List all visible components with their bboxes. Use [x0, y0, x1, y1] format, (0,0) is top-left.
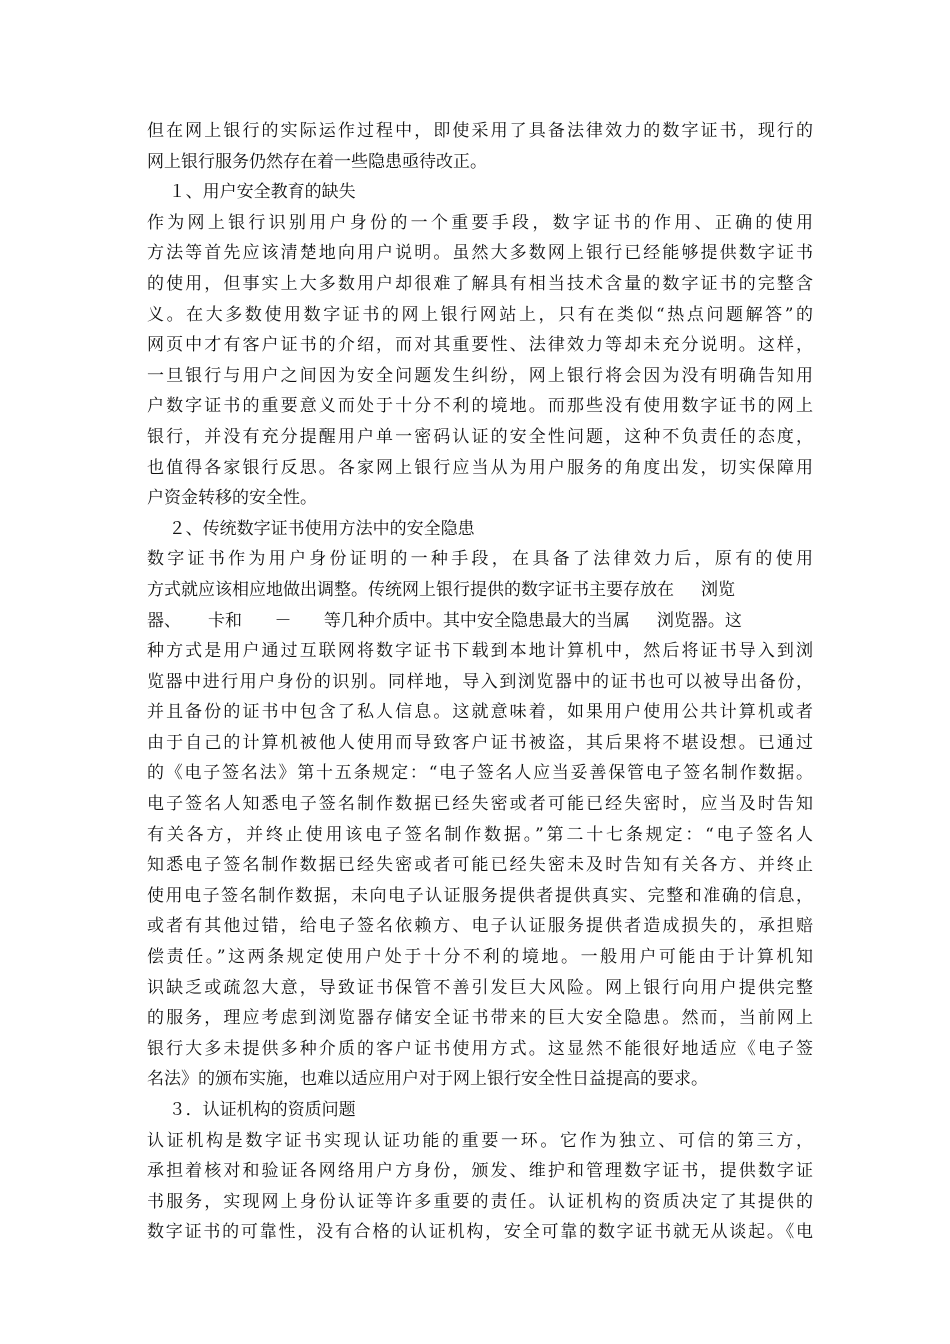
text-line: 或者有其他过错，给电子签名依赖方、电子认证服务提供者造成损失的，承担赔 [147, 916, 813, 937]
text-line: 由于自己的计算机被他人使用而导致客户证书被盗，其后果将不堪设想。已通过 [147, 732, 813, 753]
text-line: 网页中才有客户证书的介绍，而对其重要性、法律效力等却未充分说明。这样， [147, 335, 813, 356]
text-line: 识缺乏或疏忽大意，导致证书保管不善引发巨大风险。网上银行向用户提供完整 [147, 977, 813, 998]
text-line: 银行大多未提供多种介质的客户证书使用方式。这显然不能很好地适应《电子签 [147, 1038, 813, 1059]
text-line: 使用电子签名制作数据，未向电子认证服务提供者提供真实、完整和准确的信息， [147, 885, 813, 906]
text-line: 作为网上银行识别用户身份的一个重要手段，数字证书的作用、正确的使用 [147, 212, 813, 233]
document-body [147, 116, 813, 1248]
text-line: 方法等首先应该清楚地向用户说明。虽然大多数网上银行已经能够提供数字证书 [147, 243, 813, 264]
text-line: 种方式是用户通过互联网将数字证书下载到本地计算机中，然后将证书导入到浏 [147, 641, 813, 662]
text-line: 户数字证书的重要意义而处于十分不利的境地。而那些没有使用数字证书的网上 [147, 396, 813, 417]
text-line: 数字证书作为用户身份证明的一种手段，在具备了法律效力后，原有的使用 [147, 549, 813, 570]
text-line: 偿责任。”这两条规定使用户处于十分不利的境地。一般用户可能由于计算机知 [147, 947, 813, 968]
text-line: 数字证书的可靠性，没有合格的认证机构，安全可靠的数字证书就无从谈起。《电 [147, 1222, 813, 1243]
text-line: 户资金转移的安全性。 [147, 488, 317, 509]
text-line: 网上银行服务仍然存在着一些隐患亟待改正。 [147, 151, 487, 172]
text-line: 并且备份的证书中包含了私人信息。这就意味着，如果用户使用公共计算机或者 [147, 702, 813, 723]
text-line: 也值得各家银行反思。各家网上银行应当从为用户服务的角度出发，切实保障用 [147, 457, 813, 478]
text-line: 银行，并没有充分提醒用户单一密码认证的安全性问题，这种不负责任的态度， [147, 426, 813, 447]
text-line: ３．认证机构的资质问题 [147, 1100, 356, 1120]
text-line: 一旦银行与用户之间因为安全问题发生纠纷，网上银行将会因为没有明确告知用 [147, 365, 813, 386]
text-line: 器、 卡和 － 等几种介质中。其中安全隐患最大的当属 浏览器。这 [147, 610, 742, 631]
text-line: 方式就应该相应地做出调整。传统网上银行提供的数字证书主要存放在 浏览 [147, 579, 736, 600]
text-line: 知悉电子签名制作数据已经失密或者可能已经失密未及时告知有关各方、并终止 [147, 855, 813, 876]
text-line: 但在网上银行的实际运作过程中，即使采用了具备法律效力的数字证书，现行的 [147, 121, 813, 141]
text-line: 书服务，实现网上身份认证等许多重要的责任。认证机构的资质决定了其提供的 [147, 1191, 813, 1212]
text-line: 的《电子签名法》第十五条规定：“电子签名人应当妥善保管电子签名制作数据。 [147, 763, 813, 784]
text-line: 义。在大多数使用数字证书的网上银行网站上，只有在类似“热点问题解答”的 [147, 304, 813, 325]
text-line: 有关各方，并终止使用该电子签名制作数据。”第二十七条规定：“电子签名人 [147, 824, 813, 845]
text-line: １、用户安全教育的缺失 [147, 182, 356, 203]
text-line: 的服务，理应考虑到浏览器存储安全证书带来的巨大安全隐患。然而，当前网上 [147, 1008, 813, 1029]
text-line: 认证机构是数字证书实现认证功能的重要一环。它作为独立、可信的第三方， [147, 1130, 813, 1151]
text-line: 的使用，但事实上大多数用户却很难了解具有相当技术含量的数字证书的完整含 [147, 273, 813, 294]
text-line: 承担着核对和验证各网络用户方身份，颁发、维护和管理数字证书，提供数字证 [147, 1161, 813, 1182]
text-line: ２、传统数字证书使用方法中的安全隐患 [147, 518, 475, 539]
text-line: 览器中进行用户身份的识别。同样地，导入到浏览器中的证书也可以被导出备份， [147, 671, 813, 692]
text-line: 名法》的颁布实施，也难以适应用户对于网上银行安全性日益提高的要求。 [147, 1069, 708, 1090]
text-line: 电子签名人知悉电子签名制作数据已经失密或者可能已经失密时，应当及时告知 [147, 794, 813, 815]
